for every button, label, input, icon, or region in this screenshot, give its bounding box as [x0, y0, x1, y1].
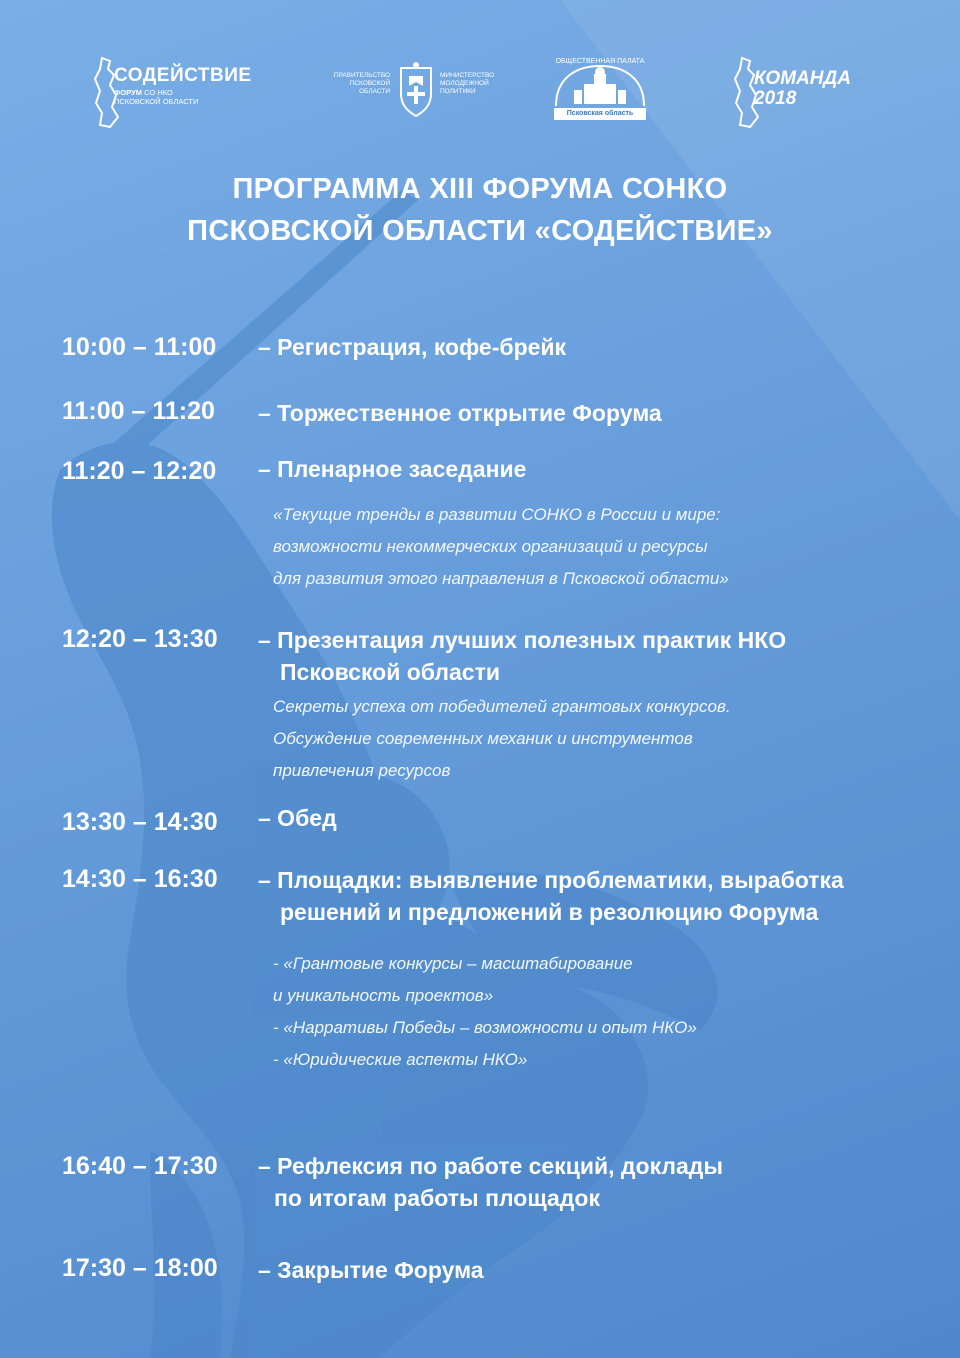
government-right-line2: МОЛОДЕЖНОЙ: [440, 80, 489, 87]
schedule-time-4: 12:20 – 13:30: [62, 625, 218, 653]
public-chamber-logo: [550, 58, 650, 126]
schedule-detail-4-1: Секреты успеха от победителей грантовых конкурсов.: [273, 697, 731, 716]
schedule-detail-6-3: - «Нарративы Победы – возможности и опыт НКО»: [273, 1018, 697, 1037]
schedule-event-6: – Площадки: выявление проблематики, выработка: [258, 867, 844, 893]
government-logo-left-text: [322, 72, 390, 96]
program-title: [0, 168, 960, 252]
schedule-event-3: – Пленарное заседание: [258, 456, 527, 482]
sodeystvie-logo-sub-line1: СО НКО: [144, 88, 173, 97]
government-logo: [322, 62, 512, 122]
schedule-detail-4-2: Обсуждение современных механик и инструментов: [273, 729, 693, 748]
public-chamber-band: Псковская область: [554, 108, 646, 120]
schedule-time-6: 14:30 – 16:30: [62, 865, 218, 893]
schedule-detail-3-2: возможности некоммерческих организаций и ресурсы: [273, 537, 708, 556]
program-title-line1: ПРОГРАММА XIII ФОРУМА СОНКО: [232, 173, 728, 205]
schedule-time-3: 11:20 – 12:20: [62, 457, 217, 485]
government-left-line1: ПРАВИТЕЛЬСТВО: [333, 72, 390, 79]
team-logo-line1: КОМАНДА: [754, 68, 851, 89]
schedule-event-6-line2: решений и предложений в резолюцию Форума: [280, 899, 819, 925]
schedule-detail-3-3: для развития этого направления в Псковской области»: [273, 569, 729, 588]
schedule-event-7: – Рефлексия по работе секций, доклады: [258, 1153, 724, 1179]
government-right-line3: ПОЛИТИКИ: [440, 88, 476, 95]
kremlin-church-icon: [550, 58, 650, 108]
schedule-time-5: 13:30 – 14:30: [62, 808, 218, 836]
schedule-event-7-line2: по итогам работы площадок: [274, 1185, 600, 1211]
program-title-line2: ПСКОВСКОЙ ОБЛАСТИ «СОДЕЙСТВИЕ»: [187, 215, 773, 247]
sodeystvie-logo-sub-bold: ФОРУМ: [114, 88, 143, 97]
schedule-detail-3-1: «Текущие тренды в развитии СОНКО в России и мире:: [273, 505, 721, 524]
schedule-event-1: – Регистрация, кофе-брейк: [258, 334, 567, 360]
schedule-event-8: – Закрытие Форума: [258, 1257, 484, 1283]
schedule-time-7: 16:40 – 17:30: [62, 1152, 218, 1180]
government-left-line2: ПСКОВСКОЙ: [349, 80, 390, 87]
team-logo-line2: 2018: [754, 88, 797, 109]
team-logo: [732, 55, 892, 130]
sodeystvie-logo-title: СОДЕЙСТВИЕ: [114, 65, 252, 86]
sodeystvie-logo: [92, 55, 267, 130]
schedule-event-4: – Презентация лучших полезных практик НКО: [258, 627, 787, 653]
schedule-detail-6-2: и уникальность проектов»: [273, 986, 494, 1005]
coat-of-arms-icon: [397, 62, 435, 118]
schedule-event-2: – Торжественное открытие Форума: [258, 400, 662, 426]
team-logo-title: [754, 69, 851, 109]
schedule-detail-4-3: привлечения ресурсов: [273, 761, 451, 780]
schedule-time-1: 10:00 – 11:00: [62, 333, 217, 361]
sodeystvie-logo-sub-line2: ПСКОВСКОЙ ОБЛАСТИ: [114, 97, 199, 106]
government-left-line3: ОБЛАСТИ: [359, 88, 390, 95]
schedule-event-5: – Обед: [258, 805, 337, 831]
public-chamber-arc-text: ОБЩЕСТВЕННАЯ ПАЛАТА: [555, 58, 645, 65]
government-right-line1: МИНИСТЕРСТВО: [440, 72, 495, 79]
schedule-time-2: 11:00 – 11:20: [62, 397, 215, 425]
schedule-time-8: 17:30 – 18:00: [62, 1254, 218, 1282]
sodeystvie-logo-subtitle: [114, 88, 224, 106]
schedule-event-4-line2: Псковской области: [280, 659, 501, 685]
schedule-detail-6-4: - «Юридические аспекты НКО»: [273, 1050, 528, 1069]
government-logo-right-text: [440, 72, 512, 96]
schedule-detail-6-1: - «Грантовые конкурсы – масштабирование: [273, 954, 633, 973]
